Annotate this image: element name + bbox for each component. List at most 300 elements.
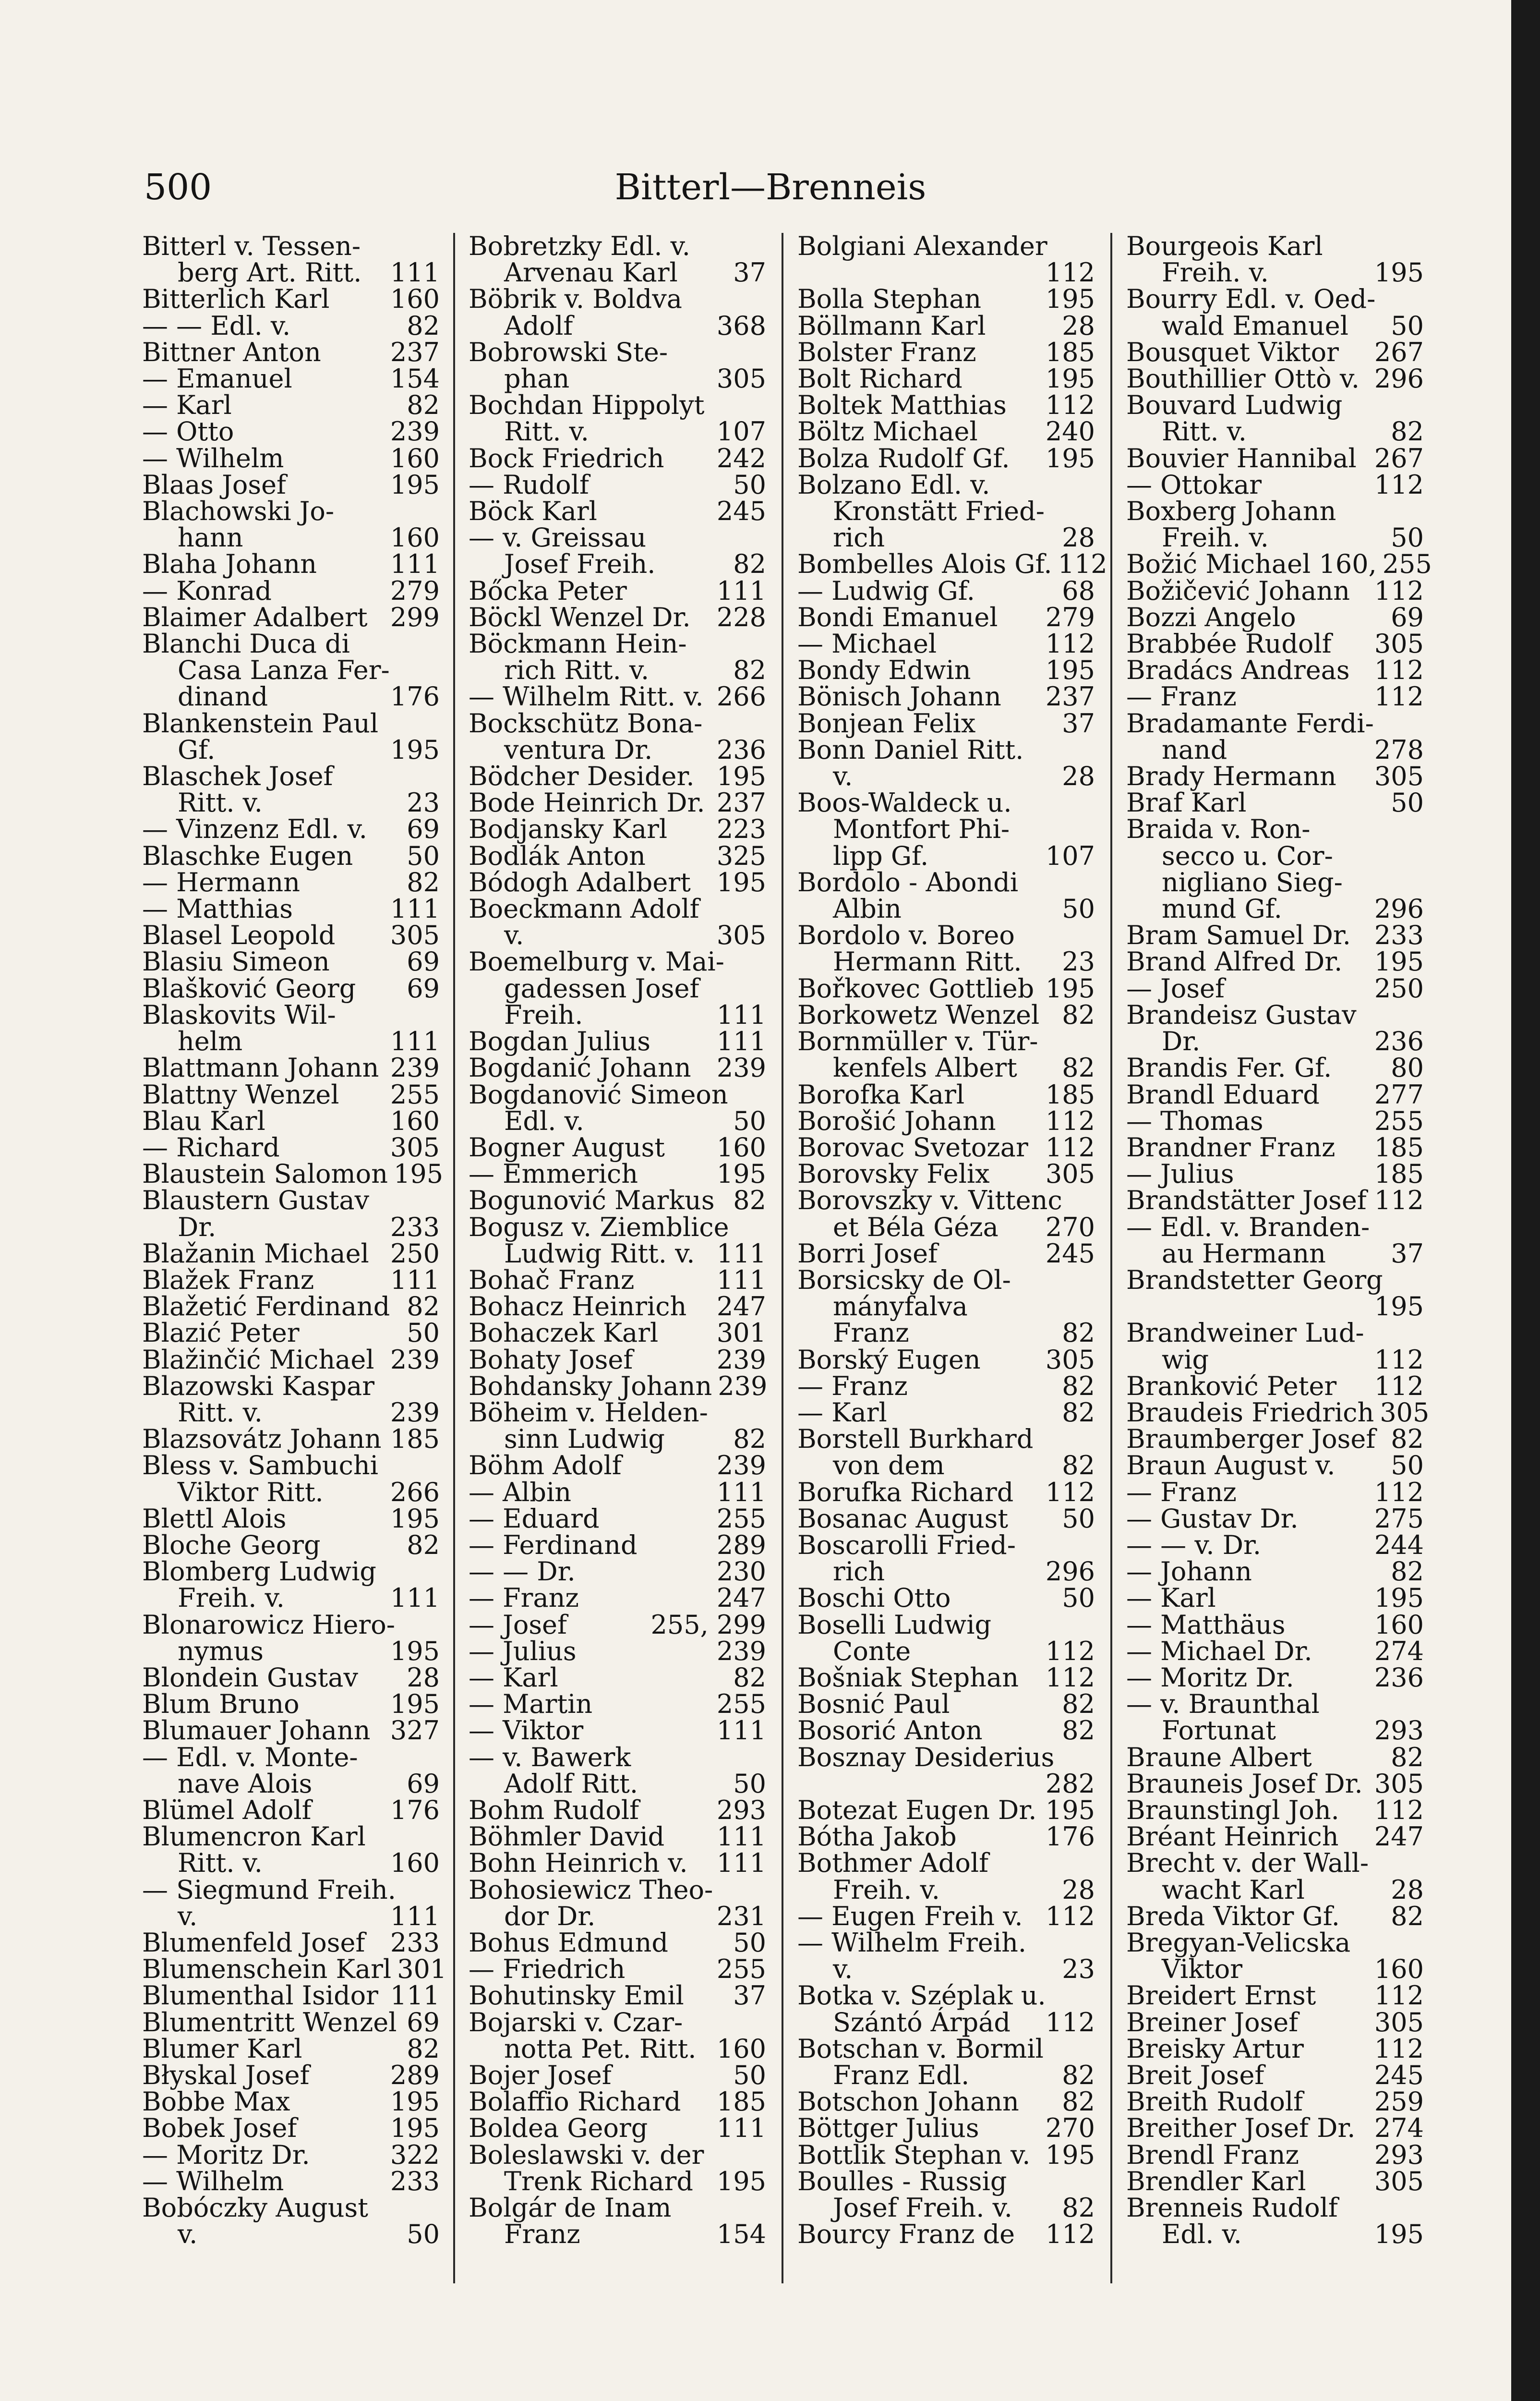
entry-name: Freih. v. bbox=[1162, 257, 1269, 288]
index-entry bbox=[797, 2195, 1095, 2221]
entry-name: v. bbox=[833, 761, 853, 792]
index-entry bbox=[142, 1770, 440, 1797]
entry-name: Breda Viktor Gf. bbox=[1126, 1901, 1340, 1931]
entry-page-ref: 289 bbox=[390, 2060, 440, 2091]
index-entry bbox=[469, 1264, 766, 1295]
index-entry bbox=[469, 1823, 766, 1850]
entry-page-ref: 195 bbox=[390, 734, 440, 765]
index-entry bbox=[142, 1214, 440, 1240]
entry-page-ref: 266 bbox=[390, 1477, 440, 1507]
index-entry bbox=[1126, 1214, 1424, 1240]
entry-name: Ritt. v. bbox=[178, 788, 263, 818]
index-entry bbox=[469, 1744, 766, 1770]
index-entry bbox=[469, 1529, 766, 1560]
entry-name: Bohn Heinrich v. bbox=[469, 1848, 688, 1879]
index-entry bbox=[797, 524, 1095, 551]
entry-name: Boulles - Russig bbox=[797, 2166, 1007, 2196]
index-entry bbox=[797, 1055, 1095, 1081]
index-entry bbox=[142, 1424, 440, 1455]
index-entry bbox=[1126, 2060, 1424, 2091]
entry-page-ref: 305 bbox=[716, 364, 766, 394]
entry-page-ref: 277 bbox=[1374, 1079, 1424, 1110]
entry-name: Braun August v. bbox=[1126, 1450, 1335, 1481]
entry-name: Bondy Edwin bbox=[797, 655, 971, 686]
entry-page-ref: 293 bbox=[716, 1795, 766, 1825]
entry-name: Bosorić Anton bbox=[797, 1715, 983, 1746]
entry-name: Blumenschein Karl bbox=[142, 1954, 392, 1985]
entry-name: Edl. v. bbox=[504, 1105, 584, 1136]
entry-page-ref: 160 bbox=[716, 1132, 766, 1163]
entry-page-ref: 305 bbox=[1374, 761, 1424, 792]
entry-page-ref: 112 bbox=[1374, 1980, 1424, 2011]
index-entry bbox=[1126, 1293, 1424, 1320]
entry-page-ref: 322 bbox=[390, 2139, 440, 2170]
index-entry bbox=[1126, 1264, 1424, 1295]
entry-page-ref: 160 bbox=[390, 1848, 440, 1879]
entry-name: Blašković Georg bbox=[142, 973, 356, 1004]
entry-page-ref: 282 bbox=[1045, 1768, 1095, 1799]
index-entry bbox=[469, 1214, 766, 1240]
entry-page-ref: 111 bbox=[390, 1026, 440, 1057]
index-entry bbox=[469, 445, 766, 472]
entry-name: Szántó Árpád bbox=[833, 2007, 1011, 2037]
entry-page-ref: 112 bbox=[1374, 1477, 1424, 1507]
index-entry bbox=[469, 948, 766, 975]
entry-name: — Michael Dr. bbox=[1126, 1636, 1312, 1666]
index-entry bbox=[142, 896, 440, 922]
index-entry bbox=[1126, 1664, 1424, 1691]
entry-name: Bonn Daniel Ritt. bbox=[797, 734, 1024, 765]
index-entry bbox=[469, 2033, 766, 2064]
entry-page-ref: 111 bbox=[716, 999, 766, 1030]
index-entry bbox=[797, 1185, 1095, 1216]
index-entry bbox=[142, 1028, 440, 1055]
index-entry bbox=[1126, 233, 1424, 259]
entry-page-ref: 50 bbox=[733, 469, 766, 500]
entry-name: Casa Lanza Fer- bbox=[178, 655, 390, 686]
entry-page-ref: 270 bbox=[1045, 1212, 1095, 1242]
index-entry bbox=[797, 1770, 1095, 1797]
entry-name: v. bbox=[504, 920, 524, 951]
entry-name: Brenneis Rudolf bbox=[1126, 2193, 1338, 2223]
index-entry bbox=[142, 2033, 440, 2064]
index-entry bbox=[797, 259, 1095, 286]
entry-name: Brecht v. der Wall- bbox=[1126, 1848, 1369, 1879]
index-entry bbox=[142, 496, 440, 527]
entry-page-ref: 50 bbox=[407, 1318, 440, 1348]
index-entry bbox=[797, 549, 1107, 580]
entry-name: Blazsovátz Johann bbox=[142, 1424, 382, 1455]
entry-page-ref: 160 bbox=[390, 1105, 440, 1136]
index-entry bbox=[469, 2060, 766, 2091]
entry-name: Bogdan Julius bbox=[469, 1026, 650, 1057]
entry-name: Blau Karl bbox=[142, 1105, 265, 1136]
entry-page-ref: 255 bbox=[1382, 549, 1432, 580]
index-entry bbox=[142, 1370, 440, 1401]
index-entry bbox=[797, 2219, 1095, 2250]
index-entry bbox=[142, 575, 440, 606]
index-entry bbox=[797, 1424, 1095, 1455]
entry-name: Brandl Eduard bbox=[1126, 1079, 1320, 1110]
index-entry bbox=[142, 631, 440, 657]
entry-name: Bogdanović Simeon bbox=[469, 1079, 728, 1110]
entry-name: Brandstätter Josef bbox=[1126, 1185, 1367, 1216]
entry-name: Braumberger Josef bbox=[1126, 1424, 1376, 1455]
entry-page-ref: 82 bbox=[1062, 1689, 1095, 1720]
index-entry bbox=[797, 814, 1095, 845]
entry-name: Freih. v. bbox=[1162, 522, 1269, 553]
index-entry bbox=[142, 710, 440, 737]
index-entry bbox=[142, 1105, 440, 1136]
index-entry bbox=[797, 469, 1095, 500]
entry-page-ref: 112 bbox=[1045, 629, 1095, 659]
index-entry bbox=[142, 233, 440, 259]
index-entry bbox=[142, 1320, 440, 1346]
entry-page-ref: 112 bbox=[1045, 2219, 1095, 2250]
entry-name: Bochdan Hippolyt bbox=[469, 390, 705, 421]
index-entry bbox=[797, 1264, 1095, 1295]
index-entry bbox=[142, 1874, 440, 1905]
entry-name: Blazić Peter bbox=[142, 1318, 300, 1348]
index-entry bbox=[1126, 1638, 1424, 1664]
index-entry bbox=[1126, 418, 1424, 445]
entry-name: Božičević Johann bbox=[1126, 575, 1350, 606]
index-entry bbox=[1126, 524, 1424, 551]
entry-name: Breidert Ernst bbox=[1126, 1980, 1316, 2011]
entry-page-ref: 233 bbox=[390, 2166, 440, 2196]
entry-name: Trenk Richard bbox=[504, 2166, 693, 2196]
index-entry bbox=[1126, 1240, 1424, 1267]
index-entry bbox=[142, 310, 440, 341]
entry-name: — — Edl. v. bbox=[142, 310, 291, 341]
entry-name: sinn Ludwig bbox=[504, 1424, 665, 1455]
entry-page-ref: 28 bbox=[1062, 522, 1095, 553]
index-entry bbox=[142, 2195, 440, 2221]
entry-name: lipp Gf. bbox=[833, 840, 929, 871]
entry-page-ref: 274 bbox=[1374, 1636, 1424, 1666]
running-title: Bitterl—Brenneis bbox=[614, 167, 926, 208]
index-entry bbox=[797, 1982, 1095, 2009]
index-entry bbox=[469, 1585, 766, 1611]
index-entry bbox=[1126, 1161, 1424, 1187]
entry-name: mányfalva bbox=[833, 1291, 968, 1322]
index-entry bbox=[142, 1954, 447, 1985]
entry-name: kenfels Albert bbox=[833, 1053, 1017, 1083]
index-entry bbox=[142, 655, 440, 686]
index-entry bbox=[797, 1954, 1095, 1985]
column-divider bbox=[1110, 233, 1112, 2283]
index-entry bbox=[469, 1240, 766, 1267]
entry-name: — Friedrich bbox=[469, 1954, 626, 1985]
entry-name: — Ludwig Gf. bbox=[797, 575, 975, 606]
index-entry bbox=[469, 1848, 766, 1879]
entry-page-ref: 185 bbox=[390, 1424, 440, 1455]
entry-name: Brandstetter Georg bbox=[1126, 1264, 1383, 1295]
index-entry bbox=[469, 1293, 766, 1320]
index-entry bbox=[797, 1717, 1095, 1744]
entry-page-ref: 247 bbox=[1374, 1821, 1424, 1852]
index-entry bbox=[797, 1874, 1095, 1905]
entry-page-ref: 255 bbox=[716, 1503, 766, 1534]
entry-name: Bohacz Heinrich bbox=[469, 1291, 687, 1322]
entry-page-ref: 112 bbox=[1045, 390, 1095, 421]
index-column-4 bbox=[1126, 231, 1432, 2283]
entry-name: nand bbox=[1162, 734, 1227, 765]
entry-page-ref: 160 bbox=[390, 284, 440, 315]
entry-name: — Viktor bbox=[469, 1715, 584, 1746]
index-entry bbox=[142, 2139, 440, 2170]
entry-page-ref: 236 bbox=[716, 734, 766, 765]
entry-name: Bregyan-Velicska bbox=[1126, 1928, 1351, 1958]
index-entry bbox=[469, 683, 766, 710]
entry-page-ref: 69 bbox=[407, 814, 440, 845]
entry-name: Freih. v. bbox=[178, 1583, 285, 1613]
entry-name: Albin bbox=[833, 894, 902, 924]
entry-page-ref: 176 bbox=[1045, 1821, 1095, 1852]
entry-page-ref: 160 bbox=[1374, 1954, 1424, 1985]
index-entry bbox=[469, 1399, 766, 1426]
entry-name: Blaschek Josef bbox=[142, 761, 333, 792]
index-entry bbox=[469, 524, 766, 551]
entry-name: Boleslawski v. der bbox=[469, 2139, 704, 2170]
index-entry bbox=[142, 1264, 440, 1295]
entry-name: — Johann bbox=[1126, 1556, 1252, 1587]
entry-page-ref: 195 bbox=[1374, 2219, 1424, 2250]
entry-name: Bohdansky Johann bbox=[469, 1370, 712, 1401]
entry-page-ref: 112 bbox=[1045, 1477, 1095, 1507]
entry-name: v. bbox=[178, 1901, 198, 1931]
entry-name: — Otto bbox=[142, 416, 234, 447]
entry-page-ref: 195 bbox=[390, 1689, 440, 1720]
entry-page-ref: 279 bbox=[1045, 602, 1095, 632]
index-entry bbox=[469, 390, 766, 421]
entry-page-ref: 112 bbox=[1045, 1132, 1095, 1163]
index-entry bbox=[469, 1424, 766, 1455]
entry-page-ref: 195 bbox=[390, 1503, 440, 1534]
index-entry bbox=[1126, 2195, 1424, 2221]
index-entry bbox=[797, 631, 1095, 657]
index-entry bbox=[469, 2195, 766, 2221]
index-entry bbox=[142, 549, 440, 580]
index-entry bbox=[797, 1558, 1095, 1585]
index-entry bbox=[142, 259, 440, 286]
index-entry bbox=[797, 1105, 1095, 1136]
index-entry bbox=[797, 496, 1095, 527]
entry-name: — — v. Dr. bbox=[1126, 1529, 1262, 1560]
index-entry bbox=[469, 1689, 766, 1720]
entry-name: — Franz bbox=[797, 1370, 908, 1401]
entry-page-ref: 195 bbox=[390, 2113, 440, 2144]
entry-name: Bosanac August bbox=[797, 1503, 1009, 1534]
entry-page-ref: 112 bbox=[1374, 655, 1424, 686]
entry-name: — Karl bbox=[1126, 1583, 1216, 1613]
entry-name: — Franz bbox=[1126, 1477, 1237, 1507]
index-entry bbox=[469, 840, 766, 871]
entry-page-ref: 37 bbox=[1062, 708, 1095, 739]
entry-name: Bořkovec Gottlieb bbox=[797, 973, 1035, 1004]
index-entry bbox=[469, 1028, 766, 1055]
entry-name: berg Art. Ritt. bbox=[178, 257, 362, 288]
entry-page-ref: 160 bbox=[390, 443, 440, 473]
entry-name: wig bbox=[1162, 1344, 1209, 1375]
entry-page-ref: 154 bbox=[390, 364, 440, 394]
entry-name: Gf. bbox=[178, 734, 216, 765]
index-entry bbox=[142, 1134, 440, 1161]
index-entry bbox=[1126, 1874, 1424, 1905]
entry-page-ref: 160 bbox=[390, 522, 440, 553]
entry-name: Bolla Stephan bbox=[797, 284, 982, 315]
entry-name: Bošniak Stephan bbox=[797, 1662, 1019, 1693]
index-entry bbox=[797, 920, 1095, 951]
entry-name: Breiner Josef bbox=[1126, 2007, 1299, 2037]
entry-name: Blaha Johann bbox=[142, 549, 317, 580]
index-entry bbox=[1126, 1424, 1424, 1455]
index-entry bbox=[1126, 1055, 1424, 1081]
entry-name: Böltz Michael bbox=[797, 416, 978, 447]
index-entry bbox=[142, 1529, 440, 1560]
entry-name: Bonjean Felix bbox=[797, 708, 976, 739]
index-entry bbox=[142, 1505, 440, 1532]
entry-name: Viktor Ritt. bbox=[178, 1477, 324, 1507]
entry-name: Borovac Svetozar bbox=[797, 1132, 1028, 1163]
entry-page-ref: 239 bbox=[716, 1636, 766, 1666]
entry-name: Bode Heinrich Dr. bbox=[469, 788, 705, 818]
index-entry bbox=[1126, 1452, 1424, 1479]
entry-page-ref: 305 bbox=[1374, 2007, 1424, 2037]
entry-name: — Karl bbox=[469, 1662, 558, 1693]
entry-page-ref: 82 bbox=[1391, 1424, 1424, 1455]
entry-name: Bouthillier Ottò v. bbox=[1126, 364, 1360, 394]
entry-name: Böckmann Hein- bbox=[469, 629, 687, 659]
entry-name: Böheim v. Helden- bbox=[469, 1397, 708, 1428]
entry-page-ref: 82 bbox=[733, 549, 766, 580]
index-entry bbox=[469, 469, 766, 500]
entry-page-ref: 82 bbox=[733, 655, 766, 686]
index-entry bbox=[1126, 948, 1424, 975]
index-entry bbox=[1126, 789, 1424, 816]
index-entry bbox=[469, 418, 766, 445]
entry-name: Böbrik v. Boldva bbox=[469, 284, 682, 315]
index-entry bbox=[797, 975, 1095, 1002]
entry-page-ref: 111 bbox=[390, 894, 440, 924]
entry-name: Braune Albert bbox=[1126, 1742, 1312, 1772]
entry-name: Brandner Franz bbox=[1126, 1132, 1335, 1163]
entry-name: — Eduard bbox=[469, 1503, 600, 1534]
index-entry bbox=[142, 604, 440, 631]
entry-name: Blachowski Jo- bbox=[142, 496, 335, 527]
entry-page-ref: 111 bbox=[716, 1848, 766, 1879]
index-entry bbox=[797, 233, 1095, 259]
entry-name: — Franz bbox=[469, 1583, 579, 1613]
index-entry bbox=[797, 1848, 1095, 1879]
index-entry bbox=[797, 1929, 1095, 1956]
index-entry bbox=[469, 2009, 766, 2036]
entry-page-ref: 50 bbox=[1391, 788, 1424, 818]
entry-name: — Wilhelm Ritt. v. bbox=[469, 681, 704, 712]
entry-page-ref: 82 bbox=[733, 1185, 766, 1216]
index-entry bbox=[469, 1346, 766, 1373]
entry-page-ref: 195 bbox=[393, 1159, 444, 1189]
entry-name: Braf Karl bbox=[1126, 788, 1247, 818]
entry-name: Blažek Franz bbox=[142, 1264, 314, 1295]
entry-name: Brandeisz Gustav bbox=[1126, 999, 1357, 1030]
index-entry bbox=[142, 418, 440, 445]
entry-name: Blasiu Simeon bbox=[142, 946, 330, 977]
entry-page-ref: 223 bbox=[716, 814, 766, 845]
entry-name: Viktor bbox=[1162, 1954, 1243, 1985]
index-entry bbox=[142, 1055, 440, 1081]
entry-name: Blanchi Duca di bbox=[142, 629, 350, 659]
entry-name: — Gustav Dr. bbox=[1126, 1503, 1299, 1534]
entry-name: Blasel Leopold bbox=[142, 920, 336, 951]
entry-page-ref: 176 bbox=[390, 1795, 440, 1825]
index-entry bbox=[797, 1505, 1095, 1532]
entry-page-ref: 239 bbox=[716, 1450, 766, 1481]
index-entry bbox=[142, 814, 440, 845]
entry-page-ref: 82 bbox=[1391, 1742, 1424, 1772]
entry-name: — Martin bbox=[469, 1689, 593, 1720]
index-entry bbox=[1126, 920, 1424, 951]
index-entry bbox=[1126, 1134, 1424, 1161]
entry-name: Bolgiani Alexander bbox=[797, 231, 1047, 261]
entry-name: Blumer Karl bbox=[142, 2033, 302, 2064]
entry-name: — Edl. v. Branden- bbox=[1126, 1212, 1370, 1242]
index-entry bbox=[797, 390, 1095, 421]
entry-page-ref: 50 bbox=[1391, 310, 1424, 341]
entry-name: Bornmüller v. Tür- bbox=[797, 1026, 1038, 1057]
entry-page-ref: 107 bbox=[1045, 840, 1095, 871]
index-entry bbox=[469, 1452, 766, 1479]
index-entry bbox=[1126, 1185, 1424, 1216]
entry-name: — Julius bbox=[1126, 1159, 1234, 1189]
index-entry bbox=[142, 1240, 440, 1267]
index-entry bbox=[469, 233, 766, 259]
entry-page-ref: 239 bbox=[718, 1370, 768, 1401]
entry-name: Blankenstein Paul bbox=[142, 708, 379, 739]
index-entry bbox=[142, 445, 440, 472]
index-entry bbox=[797, 1689, 1095, 1720]
index-entry bbox=[469, 2113, 766, 2144]
entry-name: Blümel Adolf bbox=[142, 1795, 312, 1825]
entry-name: hann bbox=[178, 522, 243, 553]
entry-name: Breit Josef bbox=[1126, 2060, 1264, 2091]
entry-name: Blažinčić Michael bbox=[142, 1344, 374, 1375]
index-entry bbox=[469, 1717, 766, 1744]
index-entry bbox=[797, 418, 1095, 445]
index-entry bbox=[797, 896, 1095, 922]
entry-name: Braudeis Friedrich bbox=[1126, 1397, 1374, 1428]
entry-page-ref: 82 bbox=[1062, 1053, 1095, 1083]
entry-page-ref: 112 bbox=[1374, 1370, 1424, 1401]
entry-name: Brendler Karl bbox=[1126, 2166, 1306, 2196]
entry-name: Bock Friedrich bbox=[469, 443, 664, 473]
entry-page-ref: 275 bbox=[1374, 1503, 1424, 1534]
entry-name: Ritt. v. bbox=[178, 1848, 263, 1879]
entry-name: Bouvard Ludwig bbox=[1126, 390, 1343, 421]
entry-name: Bothmer Adolf bbox=[797, 1848, 989, 1879]
entry-name: phan bbox=[504, 364, 570, 394]
entry-name: Bram Samuel Dr. bbox=[1126, 920, 1351, 951]
index-entry bbox=[1126, 284, 1424, 315]
entry-page-ref: 233 bbox=[390, 1928, 440, 1958]
entry-name: wald Emanuel bbox=[1162, 310, 1349, 341]
entry-page-ref: 23 bbox=[407, 788, 440, 818]
entry-page-ref: 82 bbox=[1391, 1901, 1424, 1931]
index-entry bbox=[1126, 1479, 1424, 1505]
index-entry bbox=[469, 339, 766, 365]
index-entry bbox=[469, 814, 766, 845]
index-entry bbox=[1126, 575, 1424, 606]
